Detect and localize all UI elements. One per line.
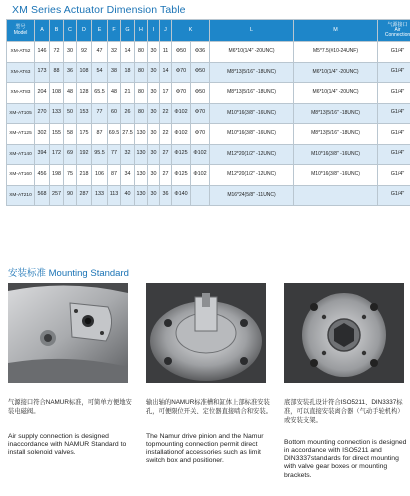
table-cell-j: 14 [160,62,172,83]
table-cell-b: 198 [50,165,64,186]
table-cell-g: 14 [121,42,135,63]
table-cell-f: 32 [108,42,121,63]
table-row [7,42,410,63]
table-cell-conn: G1/4" [378,144,410,165]
table-cell-h: 130 [135,185,148,206]
table-cell-g: 26 [121,103,135,124]
table-cell-k1: Φ102 [172,103,191,124]
table-cell-j: 22 [160,103,172,124]
table-cell-e: 95.5 [92,144,108,165]
table-cell-a: 204 [35,83,50,104]
table-cell-i: 30 [148,83,160,104]
table-cell-a: 270 [35,103,50,124]
table-cell-k1: Φ70 [172,83,191,104]
table-cell-e: 47 [92,42,108,63]
header-col: D [77,20,92,42]
table-cell-j: 36 [160,185,172,206]
table-cell-a: 568 [35,185,50,206]
table-row [7,165,410,186]
table-cell-c: 69 [64,144,77,165]
table-cell-b: 108 [50,83,64,104]
header-col: J [160,20,172,42]
table-cell-k2: Φ70 [191,124,210,145]
table-cell-e: 77 [92,103,108,124]
table-cell-k1: Φ140 [172,185,191,206]
table-row [7,124,410,145]
table-cell-g: 18 [121,62,135,83]
table-cell-g: 32 [121,144,135,165]
table-cell-conn: G1/4" [378,42,410,63]
table-cell-b: 88 [50,62,64,83]
table-cell-a: 456 [35,165,50,186]
caption-en-air-connection: Air supply connection is designed inaccordance with NAMUR Standard to install solenoid valves. [8,433,127,457]
table-cell-c: 50 [64,103,77,124]
table-cell-conn: G1/4" [378,62,410,83]
table-cell-h: 80 [135,103,148,124]
table-cell-d: 218 [77,165,92,186]
table-cell-j: 27 [160,165,172,186]
table-cell-c: 90 [64,185,77,206]
table-cell-k2 [191,185,210,206]
caption-cn-air-connection: 气源接口符合NAMUR标准，可简单方便地安装电磁阀。 [8,399,132,416]
table-row [7,144,410,165]
table-cell-d: 108 [77,62,92,83]
table-cell-i: 30 [148,42,160,63]
table-cell-m: M10*16(3/8" -16UNC) [294,165,378,186]
table-cell-b: 155 [50,124,64,145]
table-cell-k1: Φ102 [172,124,191,145]
table-cell-model: XM-AT125 [7,124,35,145]
table-cell-model: XM-AT140 [7,144,35,165]
mounting-standard-title: 安装标准 Mounting Standard [8,268,129,279]
table-cell-h: 80 [135,83,148,104]
table-cell-b: 133 [50,103,64,124]
table-cell-m [294,185,378,206]
table-cell-conn: G1/4" [378,124,410,145]
table-cell-m: M8*13(5/16" -18UNC) [294,124,378,145]
header-model: 型号 Model [7,20,35,42]
table-cell-k2: Φ50 [191,83,210,104]
table-cell-conn: G1/4" [378,165,410,186]
table-cell-b: 72 [50,42,64,63]
caption-cn-namur-pinion: 输出轴的NAMUR标准槽和缸体上部标准安装孔，可便限位开关、定位器直接啮合和安装。 [146,399,272,416]
table-cell-l: M10*16(3/8" -16UNC) [210,124,294,145]
header-col: M [294,20,378,42]
table-cell-i: 30 [148,124,160,145]
dimension-table [6,19,410,206]
table-cell-model: XM-AT105 [7,103,35,124]
table-cell-k2: Φ102 [191,165,210,186]
table-cell-d: 128 [77,83,92,104]
table-cell-d: 92 [77,42,92,63]
table-cell-g: 40 [121,185,135,206]
header-col: L [210,20,294,42]
table-cell-model: XM-AT160 [7,165,35,186]
table-cell-k1: Φ125 [172,165,191,186]
table-cell-b: 257 [50,185,64,206]
table-cell-i: 30 [148,103,160,124]
table-cell-j: 11 [160,42,172,63]
table-cell-h: 130 [135,144,148,165]
table-cell-d: 153 [77,103,92,124]
table-cell-a: 173 [35,62,50,83]
table-cell-a: 302 [35,124,50,145]
table-cell-m: M6*10(1/4" -20UNC) [294,83,378,104]
table-cell-i: 30 [148,62,160,83]
table-cell-h: 130 [135,165,148,186]
table-cell-a: 146 [35,42,50,63]
table-cell-g: 34 [121,165,135,186]
table-cell-c: 58 [64,124,77,145]
table-cell-b: 172 [50,144,64,165]
header-connection: 气源接口 Air Connection [378,20,410,42]
table-cell-g: 21 [121,83,135,104]
table-cell-m: M10*16(3/8" -16UNC) [294,144,378,165]
table-cell-d: 287 [77,185,92,206]
caption-cn-bottom-mounting: 底部安装孔设计符合ISO5211、DIN3337标准，可以直接安装离合器（气动手轮机构）或安装支架。 [284,399,404,425]
table-cell-e: 106 [92,165,108,186]
table-cell-f: 38 [108,62,121,83]
header-col: C [64,20,77,42]
table-cell-c: 36 [64,62,77,83]
header-col: E [92,20,108,42]
table-cell-f: 113 [108,185,121,206]
bottom-mounting-photo [284,283,404,383]
table-cell-h: 80 [135,62,148,83]
table-cell-conn: G1/4" [378,185,410,206]
table-cell-e: 133 [92,185,108,206]
table-cell-j: 27 [160,144,172,165]
table-cell-j: 22 [160,124,172,145]
table-cell-model: XM-AT210 [7,185,35,206]
table-row [7,185,410,206]
header-col: B [50,20,64,42]
table-cell-f: 48 [108,83,121,104]
table-cell-c: 75 [64,165,77,186]
table-row [7,62,410,83]
page-title: XM Series Actuator Dimension Table [12,4,186,16]
header-col: G [121,20,135,42]
table-cell-k2: Φ50 [191,62,210,83]
table-cell-i: 30 [148,185,160,206]
table-cell-l: M12*20(1/2" -12UNC) [210,165,294,186]
table-cell-l: M12*20(1/2" -12UNC) [210,144,294,165]
caption-en-bottom-mounting: Bottom mounting connection is designed in accordance with ISO5211 and DIN3337standards for direct mounting with valve gear boxes or mounting brackets. [284,439,407,479]
table-cell-model: XM-AT52 [7,42,35,63]
table-cell-f: 77 [108,144,121,165]
table-cell-a: 394 [35,144,50,165]
table-header-row [7,20,410,42]
table-cell-l: M16*24(5/8" -11UNC) [210,185,294,206]
table-cell-l: M10*16(3/8" -16UNC) [210,103,294,124]
table-cell-d: 175 [77,124,92,145]
table-cell-f: 60 [108,103,121,124]
table-cell-k2: Φ102 [191,144,210,165]
table-cell-j: 17 [160,83,172,104]
table-cell-m: M5*7.5(#10-24UNF) [294,42,378,63]
table-row [7,83,410,104]
table-cell-g: 27.5 [121,124,135,145]
table-cell-l: M8*13(5/16" -18UNC) [210,62,294,83]
table-cell-c: 30 [64,42,77,63]
header-col: F [108,20,121,42]
table-cell-k1: Φ125 [172,144,191,165]
table-cell-i: 30 [148,165,160,186]
table-cell-e: 54 [92,62,108,83]
namur-pinion-photo [146,283,266,383]
header-col: H [135,20,148,42]
table-cell-conn: G1/4" [378,83,410,104]
table-cell-c: 48 [64,83,77,104]
table-cell-l: M6*10(1/4" -20UNC) [210,42,294,63]
header-col: A [35,20,50,42]
table-cell-f: 87 [108,165,121,186]
table-cell-e: 87 [92,124,108,145]
table-cell-k2: Φ70 [191,103,210,124]
table-cell-i: 30 [148,144,160,165]
table-cell-k2: Φ36 [191,42,210,63]
table-cell-f: 69.5 [108,124,121,145]
header-col: I [148,20,160,42]
table-cell-m: M6*10(1/4" -20UNC) [294,62,378,83]
table-cell-k1: Φ50 [172,42,191,63]
table-cell-model: XM-AT83 [7,83,35,104]
air-connection-photo [8,283,128,383]
table-cell-conn: G1/4" [378,103,410,124]
caption-en-namur-pinion: The Namur drive pinion and the Namur topmounting connection permit direct installationof accessories such as limit switch box and positioner. [146,433,264,465]
table-cell-h: 80 [135,42,148,63]
table-cell-l: M8*13(5/16" -18UNC) [210,83,294,104]
table-cell-d: 192 [77,144,92,165]
table-cell-model: XM-AT63 [7,62,35,83]
table-cell-k1: Φ70 [172,62,191,83]
header-col: K [172,20,210,42]
table-row [7,103,410,124]
table-cell-h: 130 [135,124,148,145]
table-cell-m: M8*13(5/16" -18UNC) [294,103,378,124]
table-cell-e: 65.5 [92,83,108,104]
